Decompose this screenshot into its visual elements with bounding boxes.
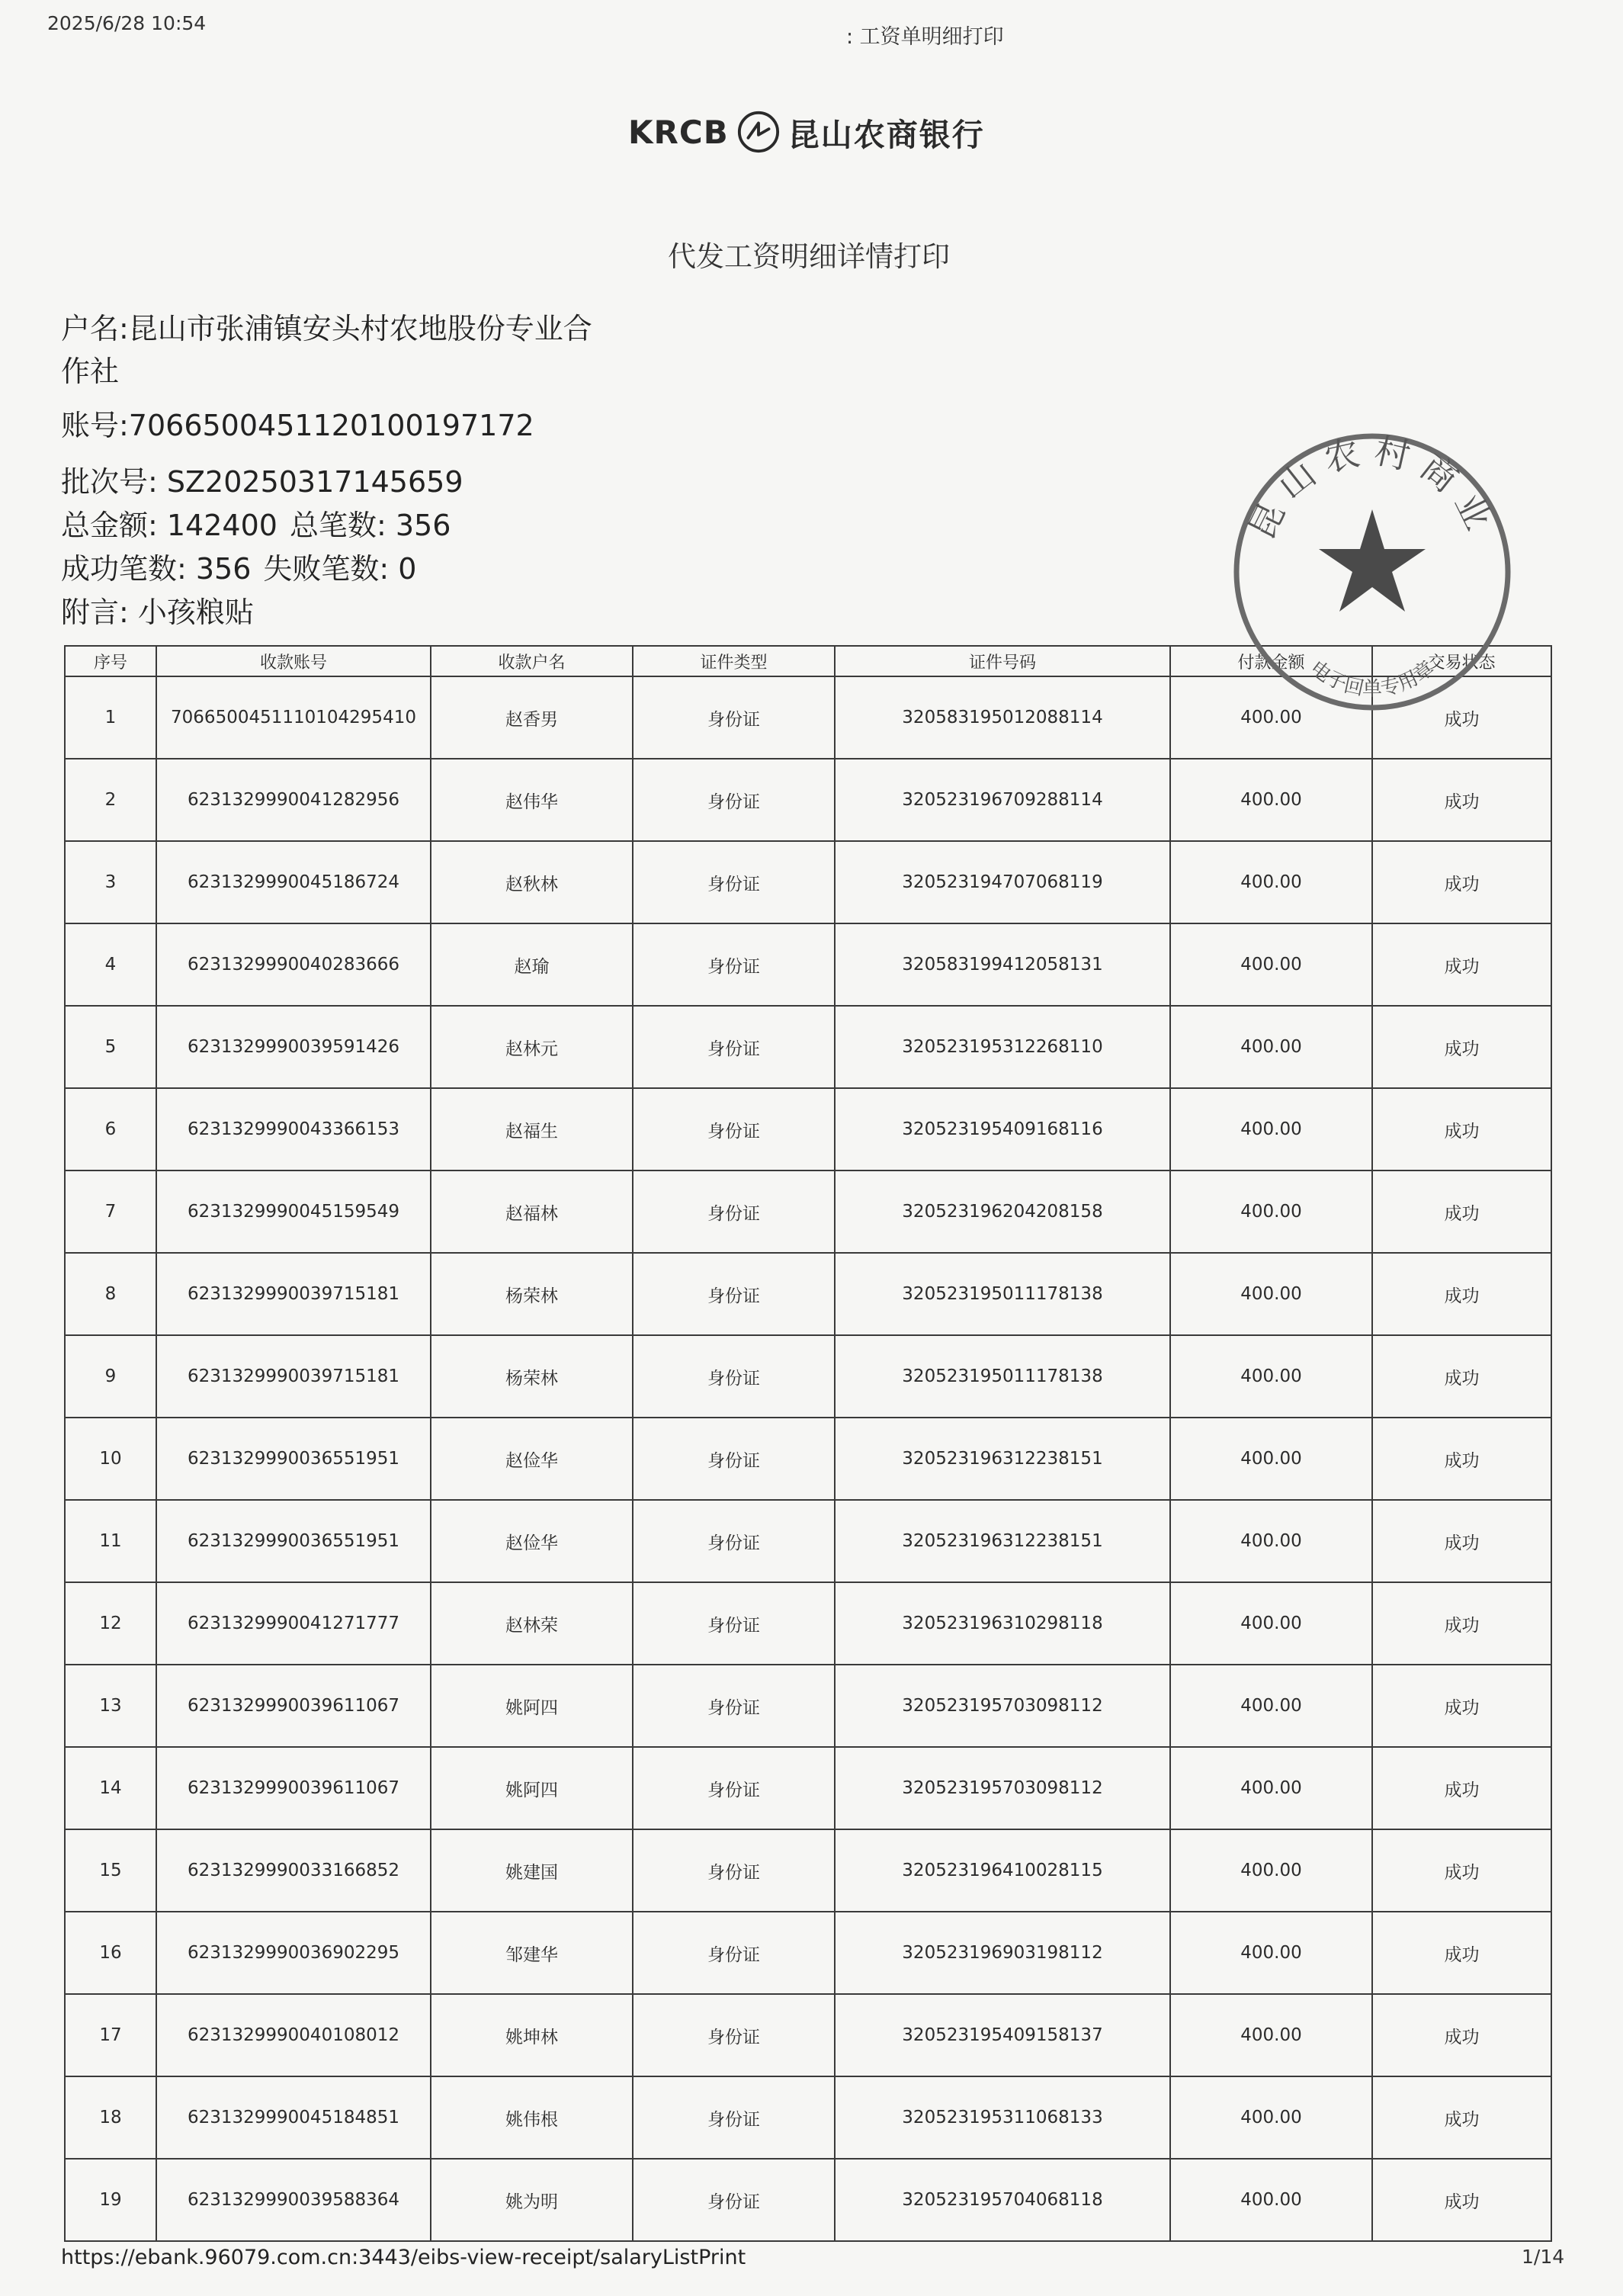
cell-id-type: 身份证 xyxy=(633,1088,835,1170)
seal-bottom-text: 电子回单专用章 xyxy=(1305,657,1439,701)
cell-index: 7 xyxy=(65,1170,156,1253)
cell-amount: 400.00 xyxy=(1170,1253,1372,1335)
cell-payee: 赵秋林 xyxy=(431,841,633,923)
col-header-payee: 收款户名 xyxy=(431,646,633,676)
cell-amount: 400.00 xyxy=(1170,1500,1372,1582)
cell-status: 成功 xyxy=(1372,2159,1551,2241)
cell-payee: 杨荣林 xyxy=(431,1335,633,1418)
table-row xyxy=(65,1912,1551,1994)
cell-amount: 400.00 xyxy=(1170,1912,1372,1994)
table-row xyxy=(65,1582,1551,1665)
cell-index: 9 xyxy=(65,1335,156,1418)
cell-id-type: 身份证 xyxy=(633,1335,835,1418)
cell-index: 18 xyxy=(65,2076,156,2159)
cell-id-number: 320523196410028115 xyxy=(835,1829,1170,1912)
cell-status: 成功 xyxy=(1372,1829,1551,1912)
logo-chinese: 昆山农商银行 xyxy=(787,116,985,153)
svg-text:昆山农村商业 xyxy=(1240,429,1504,545)
cell-id-number: 320523196310298118 xyxy=(835,1582,1170,1665)
document-title: 代发工资明细详情打印 xyxy=(668,240,950,273)
cell-id-type: 身份证 xyxy=(633,1253,835,1335)
cell-payee: 赵瑜 xyxy=(431,923,633,1006)
cell-account: 6231329990041271777 xyxy=(156,1582,431,1665)
cell-amount: 400.00 xyxy=(1170,1747,1372,1829)
krcb-emblem-icon xyxy=(736,110,781,154)
cell-status: 成功 xyxy=(1372,1418,1551,1500)
print-url: https://ebank.96079.com.cn:3443/eibs-view-receipt/salaryListPrint xyxy=(61,2246,746,2269)
cell-status: 成功 xyxy=(1372,1500,1551,1582)
cell-status: 成功 xyxy=(1372,1006,1551,1088)
cell-id-type: 身份证 xyxy=(633,2076,835,2159)
table-row xyxy=(65,1170,1551,1253)
col-header-amount: 付款金额 xyxy=(1170,646,1372,676)
cell-status: 成功 xyxy=(1372,1747,1551,1829)
table-row xyxy=(65,1747,1551,1829)
bank-logo xyxy=(628,107,985,157)
cell-status: 成功 xyxy=(1372,923,1551,1006)
cell-account: 70665004511101042954​10 xyxy=(156,676,431,759)
cell-amount: 400.00 xyxy=(1170,1006,1372,1088)
cell-id-number: 320523195409158137 xyxy=(835,1994,1170,2076)
cell-index: 19 xyxy=(65,2159,156,2241)
table-row xyxy=(65,676,1551,759)
cell-account: 6231329990039588364 xyxy=(156,2159,431,2241)
fail-count: 失败笔数: 0 xyxy=(263,552,417,586)
cell-amount: 400.00 xyxy=(1170,1829,1372,1912)
print-header-title: : 工资单明细打印 xyxy=(846,25,1004,49)
cell-id-type: 身份证 xyxy=(633,2159,835,2241)
cell-payee: 姚建国 xyxy=(431,1829,633,1912)
cell-payee: 姚为明 xyxy=(431,2159,633,2241)
cell-id-number: 320523195011178138 xyxy=(835,1253,1170,1335)
seal-star-icon xyxy=(1319,509,1426,612)
cell-amount: 400.00 xyxy=(1170,1335,1372,1418)
cell-payee: 赵香男 xyxy=(431,676,633,759)
cell-id-type: 身份证 xyxy=(633,1500,835,1582)
cell-account: 6231329990045184851 xyxy=(156,2076,431,2159)
cell-status: 成功 xyxy=(1372,759,1551,841)
cell-status: 成功 xyxy=(1372,1088,1551,1170)
cell-amount: 400.00 xyxy=(1170,759,1372,841)
cell-account: 6231329990045159549 xyxy=(156,1170,431,1253)
account-number: 账号:70665004511201001971​72 xyxy=(61,409,534,442)
cell-status: 成功 xyxy=(1372,2076,1551,2159)
cell-index: 3 xyxy=(65,841,156,923)
table-row xyxy=(65,2159,1551,2241)
cell-status: 成功 xyxy=(1372,1912,1551,1994)
table-row xyxy=(65,2076,1551,2159)
logo-english: KRCB xyxy=(628,113,729,151)
cell-index: 14 xyxy=(65,1747,156,1829)
cell-id-number: 320523194707068119 xyxy=(835,841,1170,923)
seal-top-text: 昆山农村商业 xyxy=(1240,429,1504,546)
cell-id-type: 身份证 xyxy=(633,1170,835,1253)
account-name: 户名:昆山市张浦镇安头村农地股份专业合作社 xyxy=(61,312,592,388)
cell-index: 10 xyxy=(65,1418,156,1500)
cell-status: 成功 xyxy=(1372,676,1551,759)
table-row xyxy=(65,759,1551,841)
cell-id-number: 320523195703098112 xyxy=(835,1665,1170,1747)
cell-id-type: 身份证 xyxy=(633,1665,835,1747)
cell-index: 5 xyxy=(65,1006,156,1088)
cell-amount: 400.00 xyxy=(1170,1994,1372,2076)
table-row xyxy=(65,1335,1551,1418)
cell-id-type: 身份证 xyxy=(633,1994,835,2076)
cell-account: 6231329990039715181 xyxy=(156,1253,431,1335)
cell-account: 6231329990039715181 xyxy=(156,1335,431,1418)
cell-account: 6231329990039611067 xyxy=(156,1665,431,1747)
cell-index: 4 xyxy=(65,923,156,1006)
totals-line xyxy=(61,504,451,547)
batch-number: 批次号: SZ20250317145659 xyxy=(61,465,463,499)
cell-status: 成功 xyxy=(1372,841,1551,923)
cell-id-type: 身份证 xyxy=(633,759,835,841)
cell-account: 6231329990036902295 xyxy=(156,1912,431,1994)
cell-payee: 姚伟根 xyxy=(431,2076,633,2159)
cell-amount: 400.00 xyxy=(1170,1582,1372,1665)
cell-id-type: 身份证 xyxy=(633,1582,835,1665)
cell-id-number: 320523195311068133 xyxy=(835,2076,1170,2159)
col-header-index: 序号 xyxy=(65,646,156,676)
table-row xyxy=(65,1006,1551,1088)
cell-id-number: 320583195012088114 xyxy=(835,676,1170,759)
cell-account: 6231329990036551951 xyxy=(156,1500,431,1582)
cell-payee: 姚阿四 xyxy=(431,1747,633,1829)
cell-id-type: 身份证 xyxy=(633,1006,835,1088)
cell-payee: 赵林元 xyxy=(431,1006,633,1088)
cell-payee: 姚坤林 xyxy=(431,1994,633,2076)
table-row xyxy=(65,923,1551,1006)
cell-account: 6231329990040108012 xyxy=(156,1994,431,2076)
cell-id-type: 身份证 xyxy=(633,1418,835,1500)
cell-id-number: 320523196312238151 xyxy=(835,1500,1170,1582)
remark: 附言: 小孩粮贴 xyxy=(61,596,254,629)
table-row xyxy=(65,1253,1551,1335)
cell-account: 6231329990041282956 xyxy=(156,759,431,841)
cell-amount: 400.00 xyxy=(1170,1170,1372,1253)
cell-index: 6 xyxy=(65,1088,156,1170)
table-row xyxy=(65,1994,1551,2076)
cell-id-type: 身份证 xyxy=(633,1829,835,1912)
cell-status: 成功 xyxy=(1372,1335,1551,1418)
table-row xyxy=(65,1829,1551,1912)
cell-id-number: 320523196312238151 xyxy=(835,1418,1170,1500)
print-datetime: 2025/6/28 10:54 xyxy=(47,12,207,34)
cell-id-number: 320523195703098112 xyxy=(835,1747,1170,1829)
cell-account: 6231329990045186724 xyxy=(156,841,431,923)
cell-id-number: 320523195312268110 xyxy=(835,1006,1170,1088)
col-header-status: 交易状态 xyxy=(1372,646,1551,676)
col-header-id-type: 证件类型 xyxy=(633,646,835,676)
cell-id-number: 320523196709288114 xyxy=(835,759,1170,841)
cell-payee: 赵俭华 xyxy=(431,1500,633,1582)
total-amount: 总金额: 142400 xyxy=(61,509,277,542)
salary-detail-table xyxy=(64,645,1551,2242)
table-body xyxy=(65,676,1551,2241)
cell-amount: 400.00 xyxy=(1170,2076,1372,2159)
table-row xyxy=(65,1088,1551,1170)
table-row xyxy=(65,1418,1551,1500)
cell-index: 13 xyxy=(65,1665,156,1747)
cell-status: 成功 xyxy=(1372,1253,1551,1335)
cell-id-number: 320523195409168116 xyxy=(835,1088,1170,1170)
cell-payee: 赵福林 xyxy=(431,1170,633,1253)
cell-id-number: 320523195011178138 xyxy=(835,1335,1170,1418)
cell-id-type: 身份证 xyxy=(633,1912,835,1994)
result-line xyxy=(61,548,416,590)
cell-payee: 邹建华 xyxy=(431,1912,633,1994)
cell-account: 6231329990043366153 xyxy=(156,1088,431,1170)
cell-id-number: 320523195704068118 xyxy=(835,2159,1170,2241)
col-header-account: 收款账号 xyxy=(156,646,431,676)
table-header-row xyxy=(65,646,1551,676)
table-row xyxy=(65,1500,1551,1582)
cell-payee: 赵福生 xyxy=(431,1088,633,1170)
cell-index: 17 xyxy=(65,1994,156,2076)
cell-payee: 赵伟华 xyxy=(431,759,633,841)
cell-amount: 400.00 xyxy=(1170,1665,1372,1747)
cell-amount: 400.00 xyxy=(1170,2159,1372,2241)
cell-amount: 400.00 xyxy=(1170,841,1372,923)
table-row xyxy=(65,841,1551,923)
cell-status: 成功 xyxy=(1372,1582,1551,1665)
cell-payee: 赵俭华 xyxy=(431,1418,633,1500)
print-page-number: 1/14 xyxy=(1522,2246,1565,2268)
cell-amount: 400.00 xyxy=(1170,676,1372,759)
cell-id-number: 320583199412058131 xyxy=(835,923,1170,1006)
cell-status: 成功 xyxy=(1372,1665,1551,1747)
cell-index: 8 xyxy=(65,1253,156,1335)
cell-payee: 杨荣林 xyxy=(431,1253,633,1335)
cell-index: 11 xyxy=(65,1500,156,1582)
cell-index: 16 xyxy=(65,1912,156,1994)
cell-index: 1 xyxy=(65,676,156,759)
cell-account: 6231329990036551951 xyxy=(156,1418,431,1500)
cell-account: 6231329990039591426 xyxy=(156,1006,431,1088)
cell-id-type: 身份证 xyxy=(633,841,835,923)
cell-id-number: 320523196204208158 xyxy=(835,1170,1170,1253)
cell-id-type: 身份证 xyxy=(633,923,835,1006)
table-row xyxy=(65,1665,1551,1747)
cell-payee: 赵林荣 xyxy=(431,1582,633,1665)
cell-account: 6231329990033166852 xyxy=(156,1829,431,1912)
cell-index: 12 xyxy=(65,1582,156,1665)
cell-amount: 400.00 xyxy=(1170,923,1372,1006)
cell-payee: 姚阿四 xyxy=(431,1665,633,1747)
cell-status: 成功 xyxy=(1372,1170,1551,1253)
cell-id-type: 身份证 xyxy=(633,1747,835,1829)
col-header-id-number: 证件号码 xyxy=(835,646,1170,676)
cell-index: 2 xyxy=(65,759,156,841)
cell-status: 成功 xyxy=(1372,1994,1551,2076)
cell-amount: 400.00 xyxy=(1170,1418,1372,1500)
success-count: 成功笔数: 356 xyxy=(61,552,252,586)
cell-id-type: 身份证 xyxy=(633,676,835,759)
cell-account: 6231329990040283666 xyxy=(156,923,431,1006)
cell-amount: 400.00 xyxy=(1170,1088,1372,1170)
total-count: 总笔数: 356 xyxy=(289,509,451,542)
cell-index: 15 xyxy=(65,1829,156,1912)
cell-account: 6231329990039611067 xyxy=(156,1747,431,1829)
cell-id-number: 320523196903198112 xyxy=(835,1912,1170,1994)
